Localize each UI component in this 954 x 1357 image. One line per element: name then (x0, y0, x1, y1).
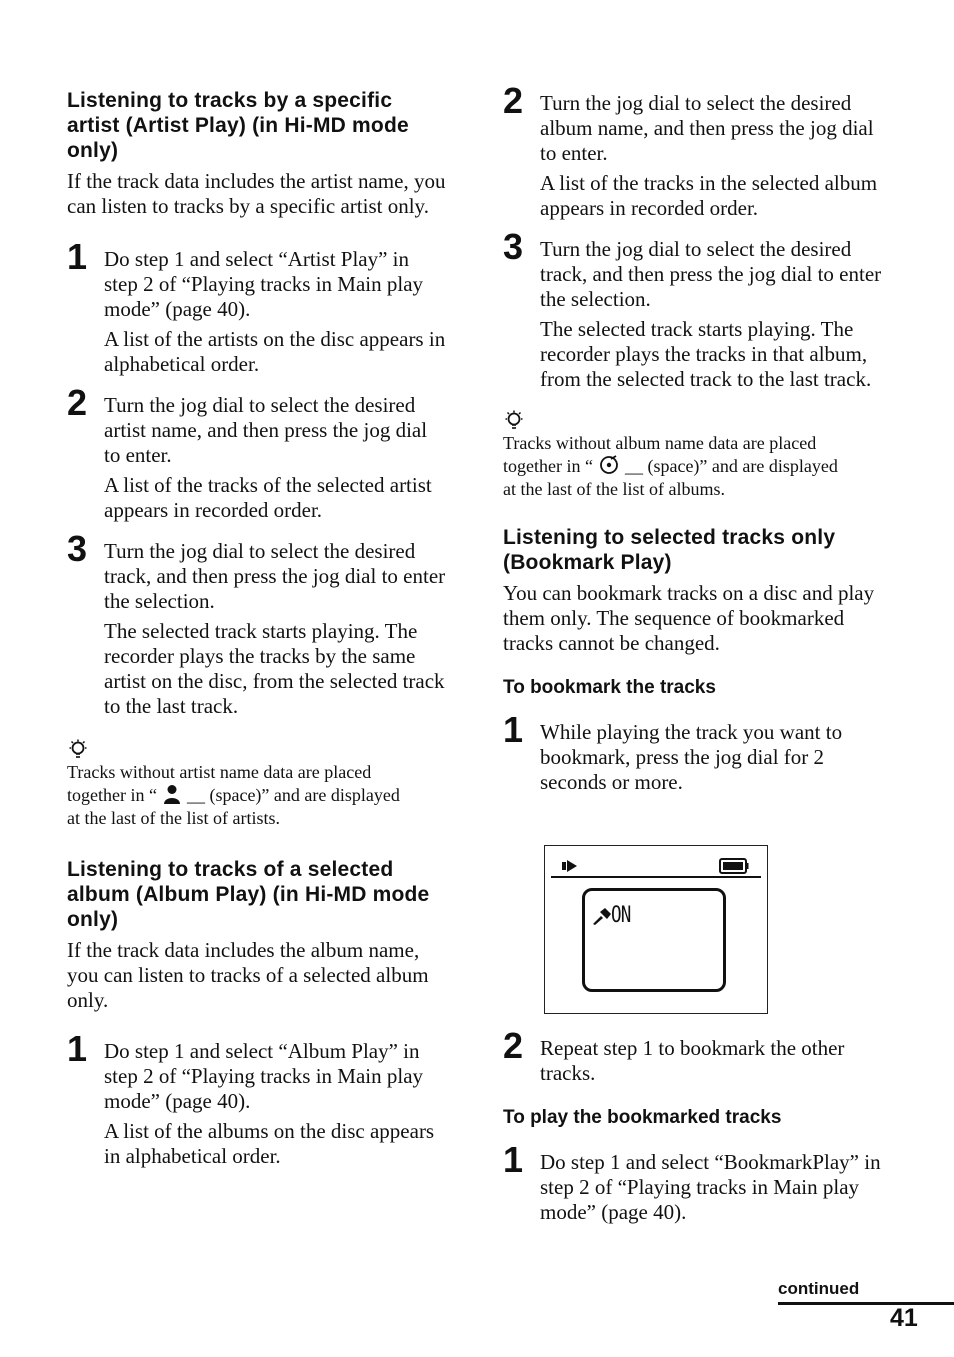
step-result: A list of the artists on the disc appears in alphabetical order. (104, 327, 446, 376)
footer-rule (778, 1302, 954, 1305)
lcd-on-label: ON (611, 903, 631, 928)
artist-play-heading: Listening to tracks by a specific artist (Artist Play) (in Hi-MD mode only) (67, 89, 409, 162)
bookmark-play-heading: Listening to selected tracks only (Bookmark Play) (503, 526, 836, 574)
step-number: 1 (67, 1028, 88, 1069)
album-step-3 (503, 226, 883, 392)
artist-step-1 (67, 236, 447, 377)
step-number: 1 (503, 709, 524, 750)
bookmark-step-1 (503, 709, 883, 795)
step-result: The selected track starts playing. The recorder plays the tracks by the same artist on the disc, from the selected track to the last track. (104, 619, 445, 718)
continued-label: continued (778, 1279, 860, 1298)
hint-line-3: at the last of the list of albums. (503, 479, 725, 499)
right-column (503, 80, 883, 795)
hint-line-2 (503, 455, 883, 478)
step-text: Turn the jog dial to select the desired track, and then press the jog dial to enter the selection. (104, 539, 446, 613)
step-result: The selected track starts playing. The recorder plays the tracks in that album, from the selected track to the last track. (540, 317, 872, 391)
lightbulb-hint-icon (503, 410, 525, 432)
bookmark-icon (592, 907, 612, 925)
step-text: Turn the jog dial to select the desired album name, and then press the jog dial to enter. (540, 91, 874, 165)
step-text: Turn the jog dial to select the desired track, and then press the jog dial to enter the selection. (540, 237, 882, 311)
lcd-popup (582, 888, 726, 992)
hint-text: __ (space)” and are displayed (186, 785, 400, 805)
step-text: Do step 1 and select “BookmarkPlay” in step 2 of “Playing tracks in Main play mode” (page 40). (540, 1150, 881, 1224)
play-bookmarked-subheading: To play the bookmarked tracks (503, 1107, 782, 1128)
hint-text: together in “ (67, 785, 157, 805)
page-number: 41 (890, 1304, 918, 1332)
hint-line-2 (67, 784, 447, 807)
artist-play-intro: If the track data includes the artist name, you can listen to tracks by a specific artist only. (67, 169, 446, 218)
hint-line-1: Tracks without album name data are placed (503, 433, 817, 453)
lcd-separator (551, 876, 761, 878)
play-indicator-icon (562, 859, 578, 873)
hint-text: together in “ (503, 456, 593, 476)
album-disc-icon (599, 455, 619, 475)
artist-hint (67, 739, 447, 830)
artist-step-3 (67, 528, 447, 719)
step-result: A list of the tracks of the selected artist appears in recorded order. (104, 473, 432, 522)
hint-line-3: at the last of the list of artists. (67, 808, 280, 828)
step-text: Turn the jog dial to select the desired artist name, and then press the jog dial to enter. (104, 393, 428, 467)
album-play-heading: Listening to tracks of a selected album (Album Play) (in Hi-MD mode only) (67, 858, 430, 931)
artist-step-2 (67, 382, 447, 523)
step-number: 2 (67, 382, 88, 423)
lightbulb-hint-icon (67, 739, 89, 761)
bookmark-play-intro: You can bookmark tracks on a disc and play them only. The sequence of bookmarked tracks cannot be changed. (503, 581, 875, 655)
step-text: Do step 1 and select “Artist Play” in step 2 of “Playing tracks in Main play mode” (page 40). (104, 247, 424, 321)
album-hint (503, 410, 883, 501)
bookmark-step-2 (503, 1025, 883, 1086)
step-text: While playing the track you want to bookmark, press the jog dial for 2 seconds or more. (540, 720, 843, 794)
step-text: Repeat step 1 to bookmark the other tracks. (540, 1036, 845, 1085)
artist-person-icon (163, 784, 181, 804)
album-step-2 (503, 80, 883, 221)
lcd-display-illustration (544, 845, 768, 1014)
step-result: A list of the tracks in the selected album appears in recorded order. (540, 171, 878, 220)
step-number: 2 (503, 80, 524, 121)
step-number: 2 (503, 1025, 524, 1066)
left-column (67, 88, 447, 1169)
album-play-intro: If the track data includes the album name, you can listen to tracks of a selected album only. (67, 938, 429, 1012)
hint-line-1: Tracks without artist name data are placed (67, 762, 372, 782)
step-result: A list of the albums on the disc appears in alphabetical order. (104, 1119, 435, 1168)
step-number: 1 (67, 236, 88, 277)
album-step-1 (67, 1028, 447, 1169)
step-number: 1 (503, 1139, 524, 1180)
bookmark-subheading: To bookmark the tracks (503, 677, 716, 698)
hint-text: __ (space)” and are displayed (624, 456, 838, 476)
battery-icon (719, 858, 749, 874)
right-column-lower (503, 1025, 883, 1225)
step-number: 3 (503, 226, 524, 267)
play-bookmark-step-1 (503, 1139, 883, 1225)
step-text: Do step 1 and select “Album Play” in step 2 of “Playing tracks in Main play mode” (page 40). (104, 1039, 424, 1113)
step-number: 3 (67, 528, 88, 569)
